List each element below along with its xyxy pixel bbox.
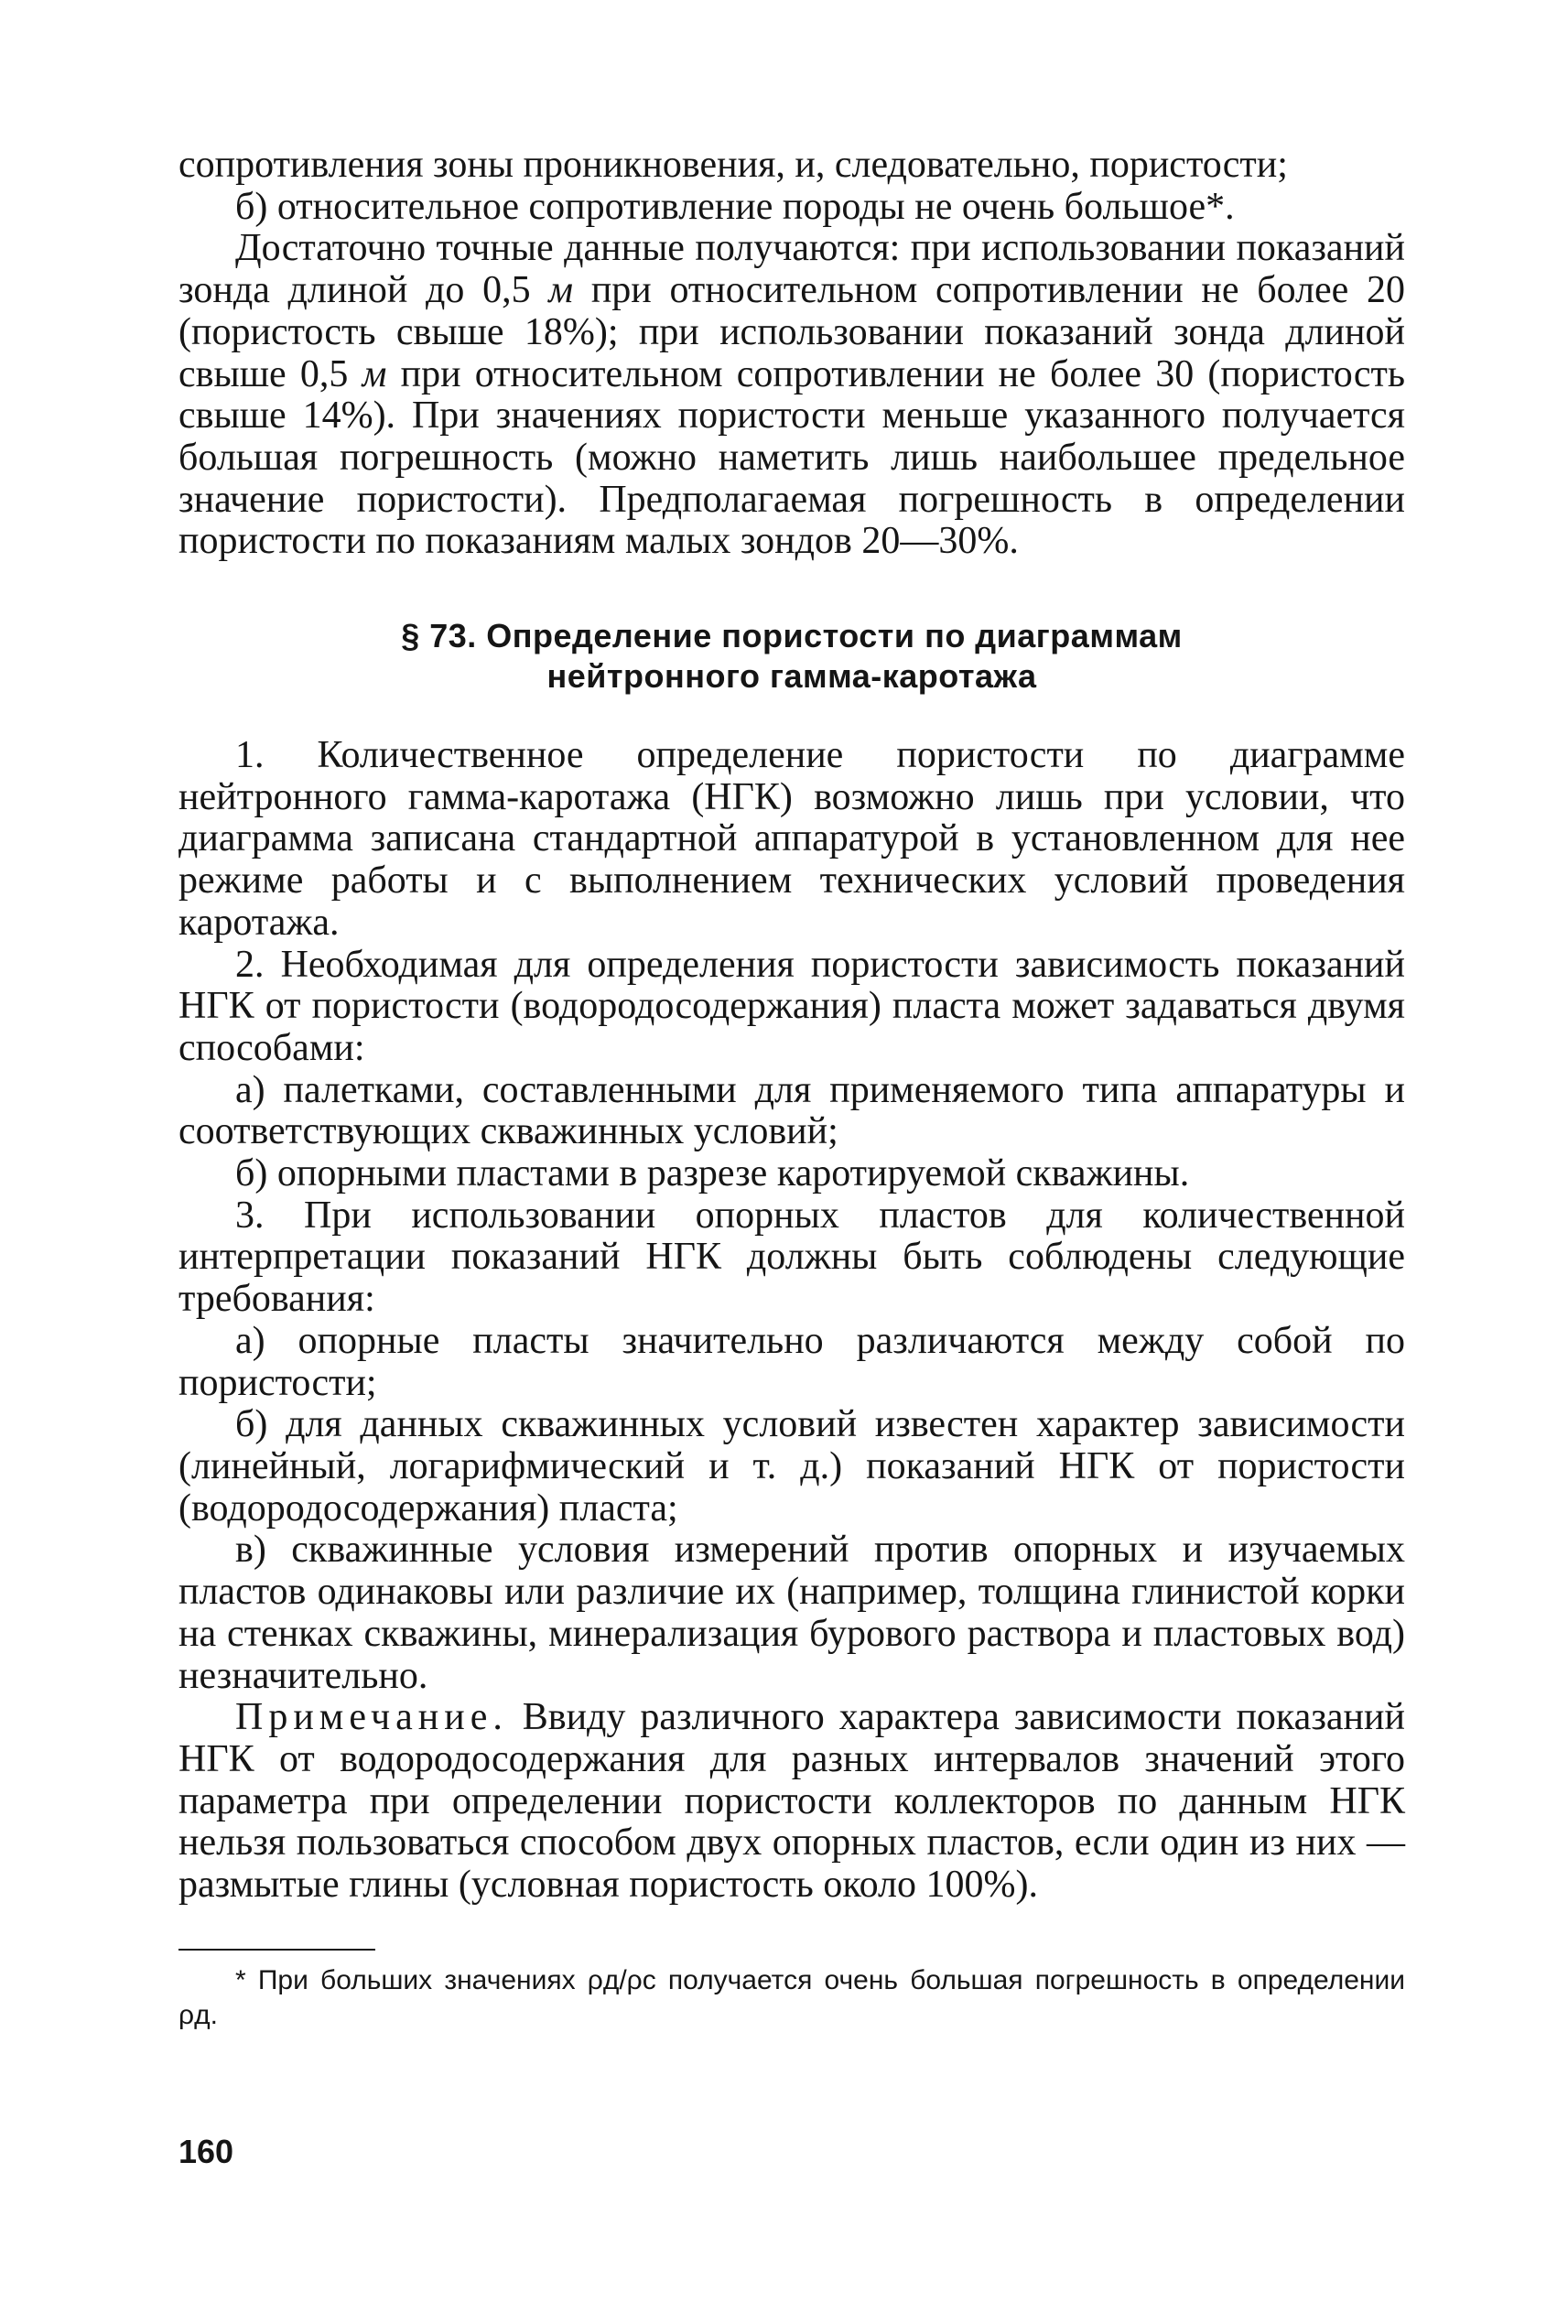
paragraph-item-2 [178, 945, 1405, 1070]
paragraph-text: б) опорными пластами в разрезе каротируемой скважины. [235, 1152, 1190, 1195]
paragraph-item-3c [178, 1530, 1405, 1697]
footnote-divider [178, 1949, 375, 1951]
paragraph-continuation [178, 145, 1405, 187]
section-heading [178, 616, 1405, 697]
unit-meter: м [548, 269, 574, 312]
section-title-line-1: § 73. Определение пористости по диаграммам [401, 617, 1183, 655]
paragraph-text: б) для данных скважинных условий известен характер зависимости (линейный, логарифмический и т. д.) показаний НГК от пористости (водородосодержания) пласта; [178, 1403, 1405, 1530]
footnote-text: получается очень большая погрешность в определении [655, 1964, 1405, 1995]
paragraph-text: при относительном сопротивлении не более 30 (пористость свыше 14%). При значениях пористости меньше указанного получается большая погрешность (можно наметить лишь наибольшее предельное значение пористости). Предполагаемая погрешность в определении пористости по показаниям малых зондов 20—30%. [178, 352, 1405, 563]
paragraph-text: а) палетками, составленными для применяемого типа аппаратуры и соответствующих скважинных условий; [178, 1068, 1405, 1153]
paragraph-text: сопротивления зоны проникновения, и, следовательно, пористости; [178, 144, 1288, 186]
footnote-text: * При больших значениях [235, 1964, 588, 1995]
note-label: Примечание. [235, 1696, 508, 1739]
paragraph-item-2b [178, 1153, 1405, 1195]
footnote-text: . [210, 1999, 218, 2030]
paragraph-text: в) скважинные условия измерений против опорных и изучаемых пластов одинаковы или различие их (например, толщина глинистой корки на стенках скважины, минерализация бурового раствора и пластовых вод) незначительно. [178, 1529, 1405, 1697]
paragraph-item-3a [178, 1321, 1405, 1404]
page-number: 160 [178, 2133, 234, 2170]
section-title-line-2: нейтронного гамма-каротажа [546, 657, 1037, 696]
paragraph-condition-b [178, 187, 1405, 229]
paragraph-text: 2. Необходимая для определения пористости зависимость показаний НГК от пористости (водородосодержания) пласта может задаваться двумя способами: [178, 943, 1405, 1069]
footnote [178, 1963, 1405, 2033]
paragraph-text: Ввиду различного характера зависимости показаний НГК от водородосодержания для разных интервалов значений этого параметра при определении пористости коллекторов по данным НГК нельзя пользоваться способом двух опорных пластов, если один из них — размытые глины (условная пористость около 100%). [178, 1696, 1405, 1907]
paragraph-note [178, 1697, 1405, 1907]
paragraph-accuracy [178, 228, 1405, 563]
resistivity-symbol: ρд [178, 1999, 211, 2030]
resistivity-ratio-symbol: ρд/ρс [587, 1964, 656, 1995]
paragraph-text: при относительном сопротивлении не более 20 (пористость свыше 18%); при использовании показаний зонда длиной свыше 0,5 [178, 269, 1405, 395]
paragraph-item-2a [178, 1070, 1405, 1153]
paragraph-text: 3. При использовании опорных пластов для количественной интерпретации показаний НГК должны быть соблюдены следующие требования: [178, 1194, 1405, 1321]
paragraph-text: а) опорные пласты значительно различаются между собой по пористости; [178, 1319, 1405, 1404]
unit-meter: м [362, 352, 387, 395]
paragraph-item-3 [178, 1195, 1405, 1321]
paragraph-item-3b [178, 1404, 1405, 1530]
paragraph-item-1 [178, 735, 1405, 945]
paragraph-text: б) относительное сопротивление породы не очень большое*. [235, 185, 1235, 228]
paragraph-text: Достаточно точные данные получаются: при использовании показаний зонда длиной до 0,5 [178, 227, 1405, 312]
paragraph-text: 1. Количественное определение пористости по диаграмме нейтронного гамма-каротажа (НГК) возможно лишь при условии, что диаграмма записана стандартной аппаратурой в установленном для нее режиме работы и с выполнением технических условий проведения каротажа. [178, 734, 1405, 944]
page-content [178, 145, 1405, 2033]
